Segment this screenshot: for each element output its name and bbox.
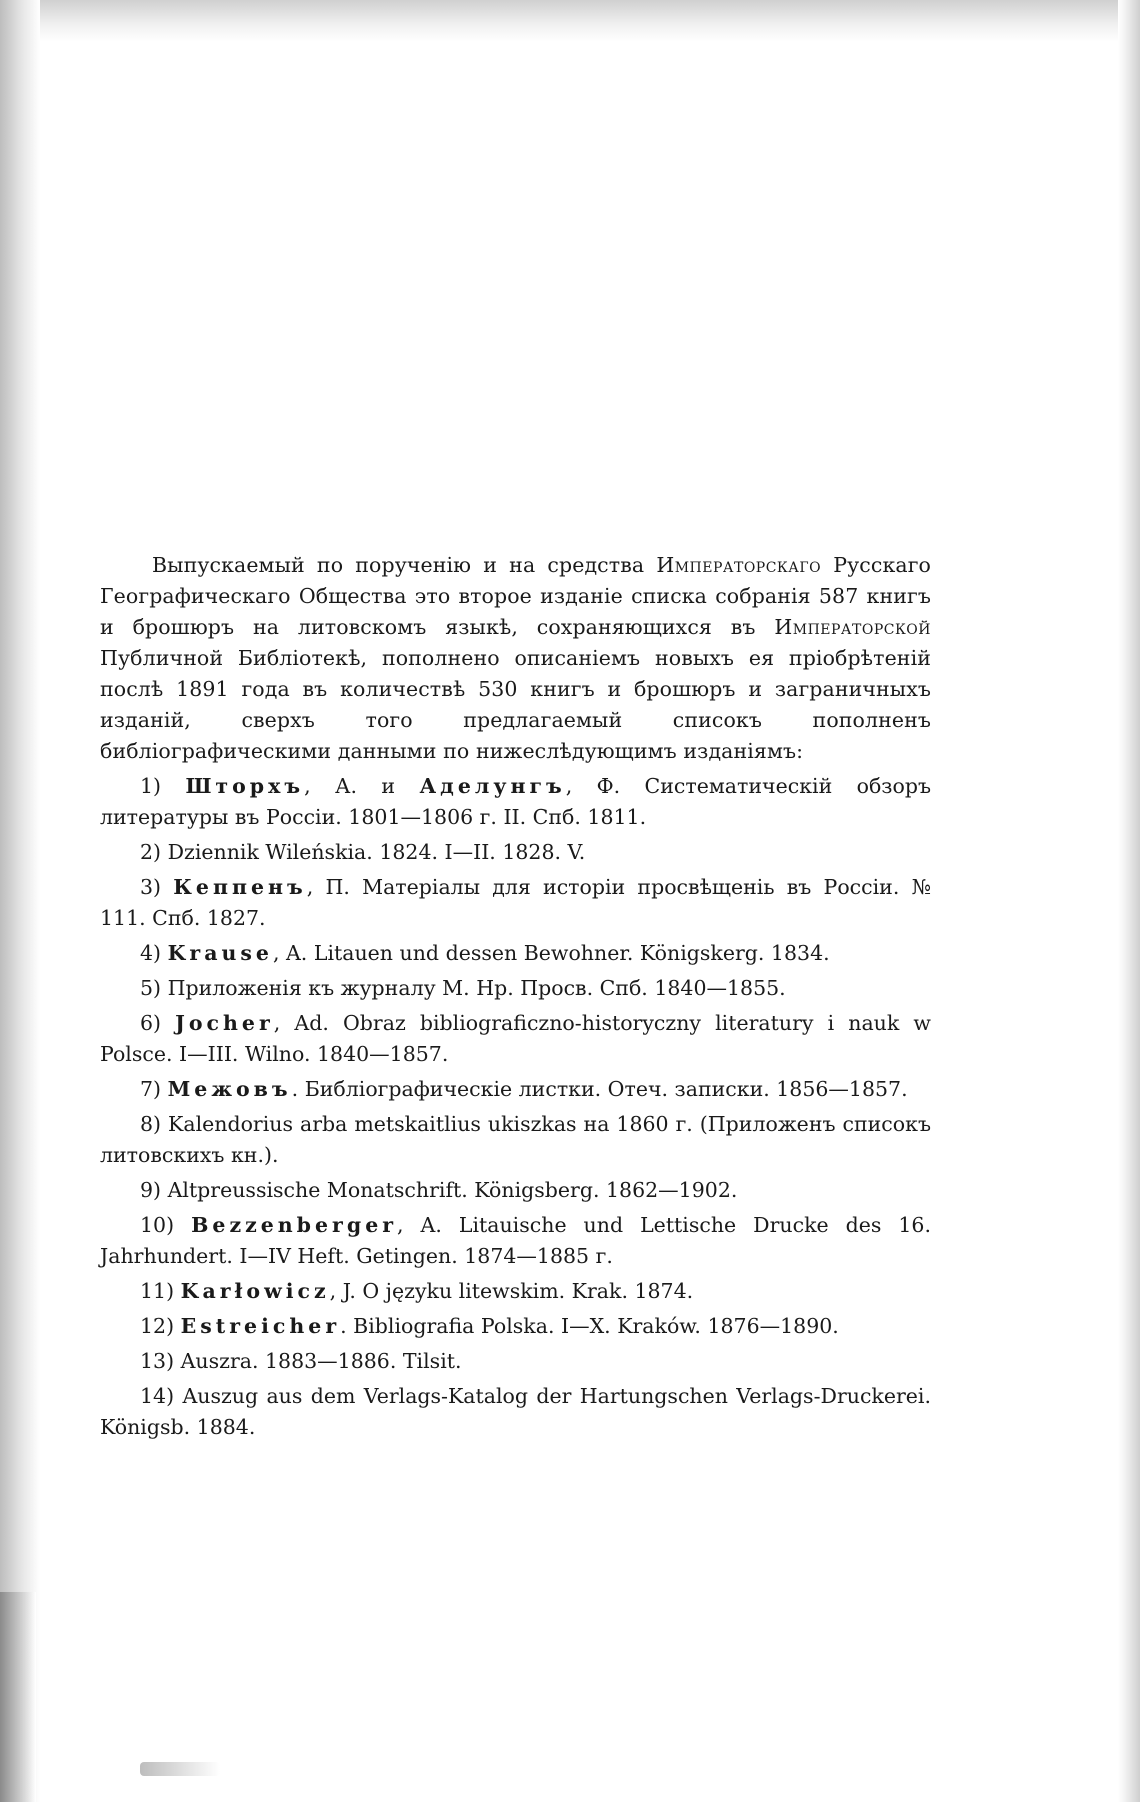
entry-text: , Ad. Obraz bibliograficzno-historyczny literatury i nauk w Polsce. I—III. Wilno. 1840—1857.: [100, 1011, 931, 1066]
entry-text: . Bibliografia Polska. I—X. Kraków. 1876—1890.: [340, 1314, 839, 1338]
entry-text: Dziennik Wileńskia. 1824. I—II. 1828. V.: [167, 840, 586, 864]
source-entry-3: [100, 872, 931, 934]
preface-text: [100, 550, 931, 1447]
source-entry-11: [100, 1276, 931, 1307]
entry-number: 6): [140, 1011, 162, 1035]
entry-number: 14): [140, 1384, 175, 1408]
intro-paragraph: [100, 550, 931, 767]
source-entry-13: [100, 1346, 931, 1377]
source-entry-14: [100, 1381, 931, 1443]
entry-author-2: Аделунгъ: [419, 774, 566, 798]
entry-text: , П. Матеріалы для исторіи просвѣщеніь въ Россіи. № 111. Спб. 1827.: [100, 875, 931, 930]
source-entry-4: [100, 938, 931, 969]
source-list: [100, 771, 931, 1443]
intro-part-1: Выпускаемый по порученію и на средства: [152, 553, 657, 577]
entry-number: 8): [140, 1112, 162, 1136]
source-entry-6: [100, 1008, 931, 1070]
entry-number: 9): [140, 1178, 162, 1202]
entry-number: 3): [140, 875, 162, 899]
entry-text: . Библіографическіе листки. Отеч. записки. 1856—1857.: [291, 1077, 908, 1101]
entry-author: Estreicher: [180, 1314, 341, 1338]
entry-text: , A. Litauen und dessen Bewohner. Königskerg. 1834.: [272, 941, 830, 965]
entry-mid: , А. и: [304, 774, 420, 798]
scan-shadow-right: [1118, 0, 1140, 1802]
source-entry-8: [100, 1109, 931, 1171]
entry-number: 7): [140, 1077, 162, 1101]
entry-author: Межовъ: [167, 1077, 292, 1101]
entry-author: Karłowicz: [180, 1279, 330, 1303]
entry-number: 2): [140, 840, 162, 864]
entry-text: Altpreussische Monatschrift. Königsberg. 1862—1902.: [167, 1178, 738, 1202]
source-entry-10: [100, 1210, 931, 1272]
entry-text: , J. O języku litewskim. Krak. 1874.: [329, 1279, 694, 1303]
entry-author: Jocher: [175, 1011, 274, 1035]
entry-author: Шторхъ: [185, 774, 305, 798]
entry-number: 12): [140, 1314, 175, 1338]
entry-text: , Ф. Систематическій обзоръ литературы въ Россіи. 1801—1806 г. II. Спб. 1811.: [100, 774, 931, 829]
entry-number: 11): [140, 1279, 175, 1303]
scan-smudge-bottom-left: [0, 1592, 36, 1802]
entry-text: Приложенія къ журналу М. Нр. Просв. Спб. 1840—1855.: [167, 976, 786, 1000]
entry-text: , A. Litauische und Lettische Drucke des 16. Jahrhundert. I—IV Heft. Getingen. 1874—1885 г.: [100, 1213, 931, 1268]
source-entry-5: [100, 973, 931, 1004]
entry-number: 10): [140, 1213, 175, 1237]
entry-number: 5): [140, 976, 162, 1000]
source-entry-9: [100, 1175, 931, 1206]
entry-text: Auszra. 1883—1886. Tilsit.: [180, 1349, 462, 1373]
scan-shadow-left: [0, 0, 40, 1802]
source-entry-12: [100, 1311, 931, 1342]
source-entry-7: [100, 1074, 931, 1105]
scan-smudge-bottom: [140, 1762, 220, 1776]
intro-imperial-1: Императорскаго: [656, 553, 822, 577]
entry-author: Krause: [167, 941, 273, 965]
source-entry-2: [100, 837, 931, 868]
intro-imperial-2: Императорской: [774, 615, 931, 639]
entry-number: 1): [140, 774, 162, 798]
source-entry-1: [100, 771, 931, 833]
entry-number: 4): [140, 941, 162, 965]
entry-number: 13): [140, 1349, 175, 1373]
entry-text: Kalendorius arba metskaitlius ukiszkas на 1860 г. (Приложенъ списокъ литовскихъ кн.).: [100, 1112, 931, 1167]
intro-part-2: Русскаго Географическаго Общества это второе изданіе списка собранія 587 книгъ и брошюръ на литовскомъ языкѣ, сохраняющихся въ: [100, 553, 931, 639]
entry-author: Кеппенъ: [173, 875, 307, 899]
intro-part-3: Публичной Библіотекѣ, пополнено описаніемъ новыхъ ея пріобрѣтеній послѣ 1891 года въ количествѣ 530 книгъ и брошюръ и заграничныхъ изданій, сверхъ того предлагаемый списокъ пополненъ библіографическими данными по нижеслѣдующимъ изданіямъ:: [100, 646, 931, 763]
entry-author: Bezzenberger: [191, 1213, 398, 1237]
scan-shadow-top: [0, 0, 1140, 42]
entry-text: Auszug aus dem Verlags-Katalog der Hartungschen Verlags-Druckerei. Königsb. 1884.: [100, 1384, 931, 1439]
